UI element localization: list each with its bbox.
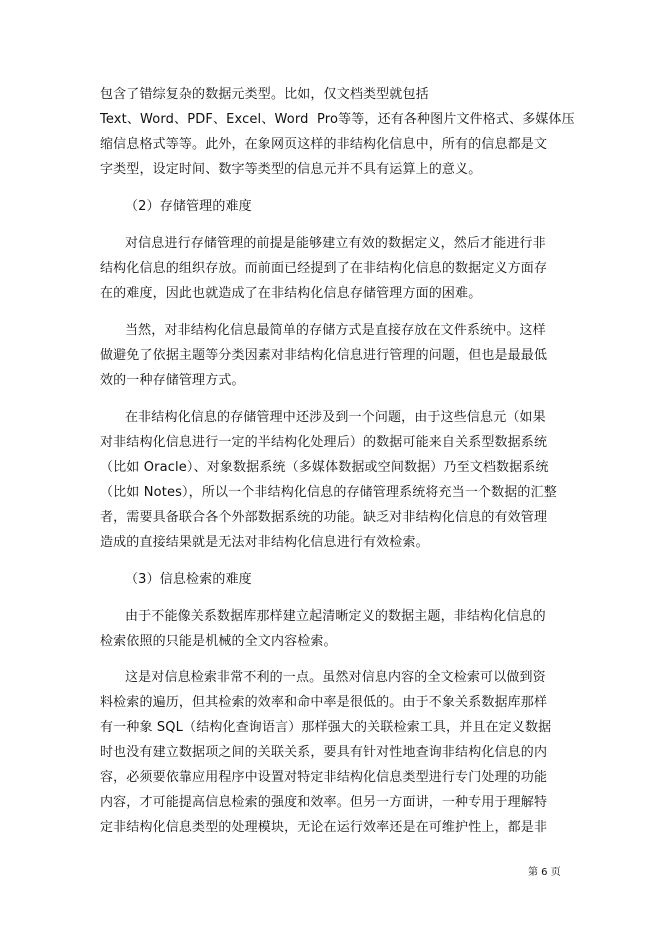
text-line: 有一种象 SQL（结构化查询语言）那样强大的关联检索工具，并且在定义数据 bbox=[100, 720, 552, 735]
text-line: 当然，对非结构化信息最简单的存储方式是直接存放在文件系统中。这样 bbox=[125, 323, 546, 338]
text-line: Text、Word、PDF、Excel、Word Pro等等，还有各种图片文件格式、多媒体压 bbox=[100, 112, 575, 127]
section-heading-storage-difficulty: （2）存储管理的难度 bbox=[125, 199, 252, 214]
text-line: 做避免了依据主题等分类因素对非结构化信息进行管理的问题，但也是最最低 bbox=[100, 348, 548, 363]
text-line: 容，必须要依靠应用程序中设置对特定非结构化信息类型进行专门处理的功能 bbox=[100, 770, 548, 785]
text-line: （比如 Notes），所以一个非结构化信息的存储管理系统将充当一个数据的汇整 bbox=[100, 485, 557, 500]
text-line: （比如 Oracle）、对象数据系统（多媒体数据或空间数据）乃至文档数据系统 bbox=[100, 460, 549, 475]
text-line: 效的一种存储管理方式。 bbox=[100, 373, 245, 388]
text-line: 结构化信息的组织存放。而前面已经提到了在非结构化信息的数据定义方面存 bbox=[100, 261, 548, 276]
text-line: 在的难度，因此也就造成了在非结构化信息存储管理方面的困难。 bbox=[100, 286, 482, 301]
text-line: 对非结构化信息进行一定的半结构化处理后）的数据可能来自关系型数据系统 bbox=[100, 435, 548, 450]
text-line: 者，需要具备联合各个外部数据系统的功能。缺乏对非结构化信息的有效管理 bbox=[100, 510, 548, 525]
text-line: 定非结构化信息类型的处理模块，无论在运行效率还是在可维护性上，都是非 bbox=[100, 820, 548, 835]
text-line: 内容，才可能提高信息检索的强度和效率。但另一方面讲，一种专用于理解特 bbox=[100, 795, 548, 810]
text-line: 在非结构化信息的存储管理中还涉及到一个问题，由于这些信息元（如果 bbox=[125, 410, 546, 425]
text-line: 缩信息格式等等。此外，在象网页这样的非结构化信息中，所有的信息都是文 bbox=[100, 137, 548, 152]
text-line: 料检索的遍历，但其检索的效率和命中率是很低的。由于不象关系数据库那样 bbox=[100, 695, 548, 710]
page-number: 第 6 页 bbox=[528, 867, 561, 878]
text-line: 由于不能像关系数据库那样建立起清晰定义的数据主题，非结构化信息的 bbox=[125, 609, 546, 624]
text-line: 字类型，设定时间、数字等类型的信息元并不具有运算上的意义。 bbox=[100, 162, 482, 177]
text-line: 造成的直接结果就是无法对非结构化信息进行有效检索。 bbox=[100, 535, 429, 550]
text-line: 对信息进行存储管理的前提是能够建立有效的数据定义，然后才能进行非 bbox=[125, 236, 546, 251]
text-line: 检索依照的只能是机械的全文内容检索。 bbox=[100, 634, 337, 649]
text-line: 这是对信息检索非常不利的一点。虽然对信息内容的全文检索可以做到资 bbox=[125, 670, 546, 685]
text-line: 时也没有建立数据项之间的关联关系，要具有针对性地查询非结构化信息的内 bbox=[100, 745, 548, 760]
section-heading-retrieval-difficulty: （3）信息检索的难度 bbox=[125, 572, 252, 587]
text-line: 包含了错综复杂的数据元类型。比如，仅文档类型就包括 bbox=[100, 87, 429, 102]
